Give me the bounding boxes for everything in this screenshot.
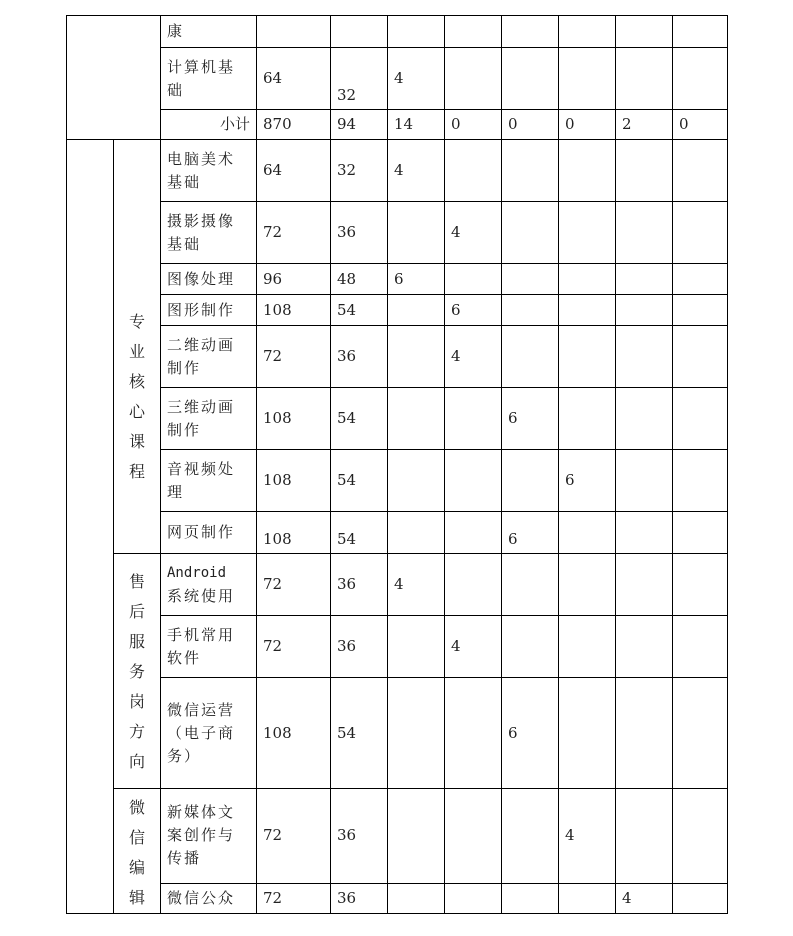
semester-hours: 4 (445, 202, 502, 264)
total-hours: 108 (257, 678, 331, 789)
practice-hours: 94 (331, 110, 388, 140)
table-row (67, 450, 728, 512)
semester-hours: 4 (388, 48, 445, 110)
semester-hours: 4 (388, 140, 445, 202)
table-row (67, 110, 728, 140)
semester-hours: 4 (559, 789, 616, 884)
practice-hours: 36 (331, 883, 388, 914)
practice-hours: 54 (331, 388, 388, 450)
table-row (67, 16, 728, 48)
semester-hours: 4 (616, 883, 673, 914)
course-name-line: 系统使用 (167, 586, 236, 605)
group-label-core: 专业核心课程 (114, 140, 161, 554)
practice-hours: 36 (331, 554, 388, 616)
course-name-line: Android (167, 564, 227, 581)
semester-hours: 0 (673, 110, 728, 140)
course-name: 音视频处理 (161, 450, 257, 512)
table-row (67, 388, 728, 450)
course-name: 计算机基础 (161, 48, 257, 110)
table-row (67, 554, 728, 616)
practice-hours: 36 (331, 789, 388, 884)
semester-hours: 4 (445, 326, 502, 388)
practice-hours: 32 (331, 140, 388, 202)
table-row (67, 202, 728, 264)
total-hours: 72 (257, 789, 331, 884)
semester-hours: 6 (502, 512, 559, 554)
total-hours: 72 (257, 616, 331, 678)
semester-hours: 14 (388, 110, 445, 140)
course-name: 网页制作 (161, 512, 257, 554)
course-name: 微信公众 (161, 883, 257, 914)
total-hours: 72 (257, 554, 331, 616)
category-cell-empty (67, 16, 161, 140)
course-name: 三维动画制作 (161, 388, 257, 450)
total-hours: 72 (257, 883, 331, 914)
semester-hours: 6 (502, 678, 559, 789)
table-row (67, 326, 728, 388)
course-name: 手机常用软件 (161, 616, 257, 678)
total-hours: 870 (257, 110, 331, 140)
course-name: 图像处理 (161, 264, 257, 295)
practice-hours: 36 (331, 326, 388, 388)
semester-hours: 6 (388, 264, 445, 295)
course-name: 康 (161, 16, 257, 48)
practice-hours: 54 (331, 450, 388, 512)
practice-hours: 36 (331, 616, 388, 678)
semester-hours: 6 (502, 388, 559, 450)
total-hours: 72 (257, 326, 331, 388)
course-name: 图形制作 (161, 295, 257, 326)
practice-hours: 48 (331, 264, 388, 295)
practice-hours: 54 (331, 678, 388, 789)
table-row (67, 678, 728, 789)
semester-hours: 0 (559, 110, 616, 140)
table-row (67, 264, 728, 295)
semester-hours: 4 (388, 554, 445, 616)
group-label-wechat-edit: 微信编辑 (114, 789, 161, 914)
practice-hours: 36 (331, 202, 388, 264)
course-name: 摄影摄像基础 (161, 202, 257, 264)
semester-hours: 2 (616, 110, 673, 140)
table-row (67, 295, 728, 326)
category-cell-empty (67, 140, 114, 914)
total-hours: 64 (257, 140, 331, 202)
practice-hours: 54 (331, 295, 388, 326)
semester-hours: 0 (502, 110, 559, 140)
table-row (67, 789, 728, 884)
course-name: 微信运营（电子商务） (161, 678, 257, 789)
course-name: 新媒体文案创作与传播 (161, 789, 257, 884)
semester-hours: 6 (559, 450, 616, 512)
table-row (67, 512, 728, 554)
total-hours: 108 (257, 388, 331, 450)
total-hours: 108 (257, 512, 331, 554)
group-label-after-sales: 售后服务岗方向 (114, 554, 161, 789)
table-row (67, 48, 728, 110)
table-row (67, 140, 728, 202)
practice-hours: 54 (331, 512, 388, 554)
semester-hours: 6 (445, 295, 502, 326)
course-name: 二维动画制作 (161, 326, 257, 388)
curriculum-table (66, 15, 728, 914)
semester-hours: 4 (445, 616, 502, 678)
total-hours: 72 (257, 202, 331, 264)
total-hours: 64 (257, 48, 331, 110)
practice-hours: 32 (331, 48, 388, 110)
total-hours: 96 (257, 264, 331, 295)
subtotal-label: 小计 (161, 110, 257, 140)
table-row (67, 616, 728, 678)
total-hours: 108 (257, 450, 331, 512)
table-row (67, 883, 728, 914)
total-hours: 108 (257, 295, 331, 326)
course-name: 电脑美术基础 (161, 140, 257, 202)
course-name (161, 554, 257, 616)
semester-hours: 0 (445, 110, 502, 140)
